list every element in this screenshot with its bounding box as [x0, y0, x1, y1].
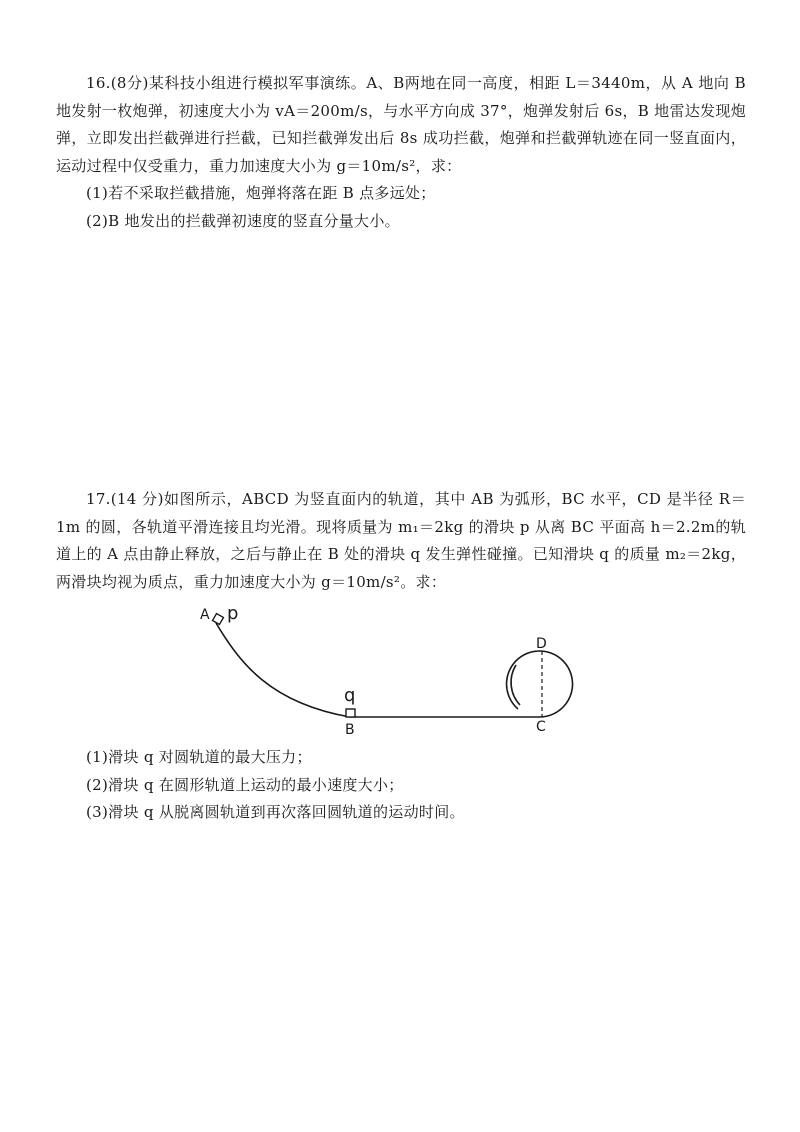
label-p: p	[227, 603, 239, 624]
problem-16-question-2: (2)B 地发出的拦截弹初速度的竖直分量大小。	[86, 211, 400, 230]
problem-17-questions	[56, 744, 746, 827]
problem-16-stem: 16.(8分)某科技小组进行模拟军事演练。A、B两地在同一高度，相距 L＝3440m，从 A 地向 B 地发射一枚炮弹，初速度大小为 vA＝200m/s，与水平方向成 37°，炮弹发射后 6s，B 地雷达发现炮弹，立即发出拦截弹进行拦截，已知拦截弹发出后 8s 成功拦截，炮弹和拦截弹轨迹在同一竖直面内，运动过程中仅受重力，重力加速度大小为 g＝10m/s²，求：	[56, 74, 746, 175]
track-diagram	[190, 603, 590, 738]
label-a: A	[200, 607, 210, 623]
arc-track-ab	[216, 623, 350, 717]
problem-17-question-3: (3)滑块 q 从脱离圆轨道到再次落回圆轨道的运动时间。	[86, 803, 465, 821]
circular-track-cd	[507, 651, 573, 717]
problem-16	[56, 70, 746, 235]
problem-17-question-1: (1)滑块 q 对圆轨道的最大压力；	[86, 748, 312, 766]
slider-q	[346, 709, 355, 717]
problem-17-question-2: (2)滑块 q 在圆形轨道上运动的最小速度大小；	[86, 775, 404, 794]
label-b: B	[345, 722, 355, 738]
label-q: q	[344, 685, 356, 706]
problem-17-stem: 17.(14 分)如图所示，ABCD 为竖直面内的轨道，其中 AB 为弧形，BC 水平，CD 是半径 R＝1m 的圆，各轨道平滑连接且均光滑。现将质量为 m₁＝2kg 的滑块 p 从离 BC 平面高 h＝2.2m的轨道上的 A 点由静止释放，之后与静止在 B 处的滑块 q 发生弹性碰撞。已知滑块 q 的质量 m₂＝2kg，两滑块均视为质点，重力加速度大小为 g＝10m/s²。求：	[56, 490, 746, 591]
label-d: D	[536, 636, 547, 652]
slider-p	[213, 614, 224, 625]
track-diagram-svg	[190, 603, 590, 738]
circular-track-left-segment	[511, 665, 520, 705]
problem-17	[56, 486, 746, 596]
label-c: C	[536, 719, 546, 735]
problem-16-question-1: (1)若不采取拦截措施，炮弹将落在距 B 点多远处；	[86, 184, 436, 202]
